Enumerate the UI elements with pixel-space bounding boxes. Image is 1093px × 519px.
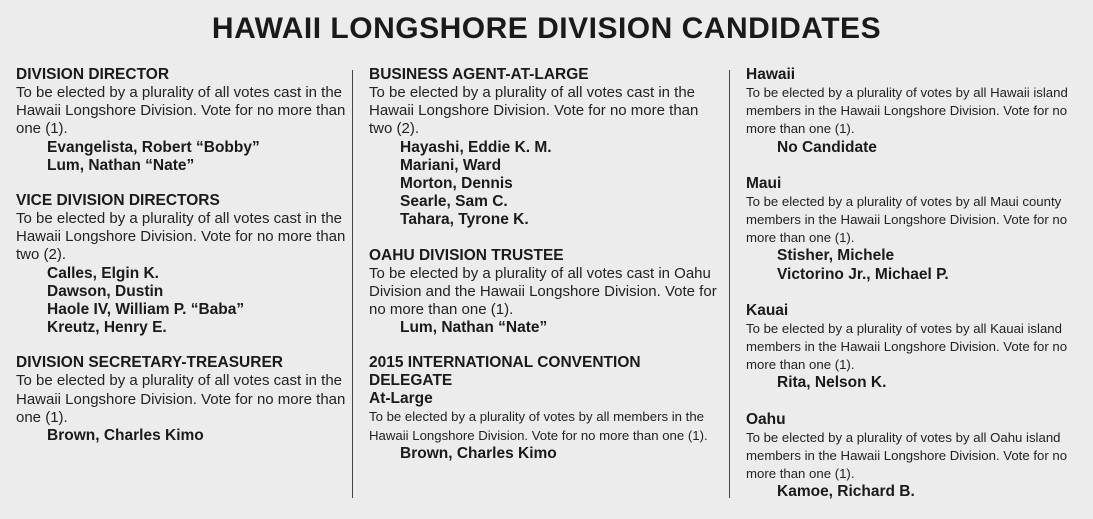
candidate-name: Rita, Nelson K. [777,374,887,392]
candidate-name: Calles, Elgin K. [47,264,159,282]
candidate-name: Hayashi, Eddie K. M. [400,138,552,156]
candidate-name: Searle, Sam C. [400,193,508,211]
section-description: To be elected by a plurality of all votes cast in the Hawaii Longshore Division. Vote for no more than two (2). [369,84,699,138]
section-heading: DIVISION SECRETARY-TREASURER [16,354,283,372]
section-oahu [746,411,1086,502]
section-heading: Maui [746,174,782,192]
section-description: To be elected by a plurality of all votes cast in the Hawaii Longshore Division. Vote for no more than one (1). [16,84,346,138]
candidate-name: Tahara, Tyrone K. [400,211,529,229]
section-division-director [16,66,346,175]
candidate-name: Brown, Charles Kimo [400,444,557,462]
section-heading: OAHU DIVISION TRUSTEE [369,246,564,264]
section-heading: Kauai [746,301,789,319]
section-kauai [746,302,1086,393]
section-heading: Oahu [746,410,786,428]
candidate-name: No Candidate [777,138,877,156]
section-heading: Hawaii [746,66,796,83]
candidate-name: Haole IV, William P. “Baba” [47,301,245,319]
section-description: To be elected by a plurality of votes by all Oahu island members in the Hawaii Longshore Division. Vote for no more than one (1). [746,429,1068,482]
section-business-agent-at-large [369,66,721,230]
candidate-name: Lum, Nathan “Nate” [400,319,548,337]
candidate-name: Lum, Nathan “Nate” [47,156,195,174]
candidate-name: Kreutz, Henry E. [47,319,167,337]
column-divider [729,70,730,498]
candidate-name: Morton, Dennis [400,175,513,193]
column-3 [746,66,1086,519]
section-maui [746,175,1086,284]
section-convention-delegate [369,354,721,463]
section-vice-division-directors [16,192,346,337]
section-description: To be elected by a plurality of all votes cast in the Hawaii Longshore Division. Vote for no more than one (1). [16,372,346,426]
section-division-secretary-treasurer [16,354,346,445]
section-heading: VICE DIVISION DIRECTORS [16,192,220,210]
column-2 [369,66,721,480]
candidate-name: Kamoe, Richard B. [777,483,915,501]
section-subheading: At-Large [369,390,433,408]
column-divider [352,70,353,498]
column-1 [16,66,346,462]
candidate-name: Dawson, Dustin [47,282,164,300]
section-description: To be elected by a plurality of all votes cast in the Hawaii Longshore Division. Vote for no more than two (2). [16,210,346,264]
page-title: HAWAII LONGSHORE DIVISION CANDIDATES [211,12,882,45]
candidate-name: Stisher, Michele [777,247,895,265]
section-description: To be elected by a plurality of all votes cast in Oahu Division and the Hawaii Longshore Division. Vote for no more than one (1). [369,264,717,319]
candidate-name: Mariani, Ward [400,156,502,174]
section-hawaii [746,66,1086,157]
section-description: To be elected by a plurality of votes by all Kauai island members in the Hawaii Longshore Division. Vote for no more than one (1). [746,320,1068,373]
section-description: To be elected by a plurality of votes by all members in the Hawaii Longshore Division. Vote for no more than one (1). [369,409,708,443]
section-heading: BUSINESS AGENT-AT-LARGE [369,66,589,83]
section-description: To be elected by a plurality of votes by all Maui county members in the Hawaii Longshore Division. Vote for no more than one (1). [746,193,1068,246]
candidate-name: Brown, Charles Kimo [47,427,204,445]
section-heading: 2015 INTERNATIONAL CONVENTION DELEGATE [369,354,641,390]
section-description: To be elected by a plurality of votes by all Hawaii island members in the Hawaii Longshore Division. Vote for no more than one (1). [746,85,1068,137]
section-oahu-division-trustee [369,247,721,338]
candidate-name: Evangelista, Robert “Bobby” [47,138,260,156]
candidate-name: Victorino Jr., Michael P. [777,265,949,283]
section-heading: DIVISION DIRECTOR [16,66,170,83]
